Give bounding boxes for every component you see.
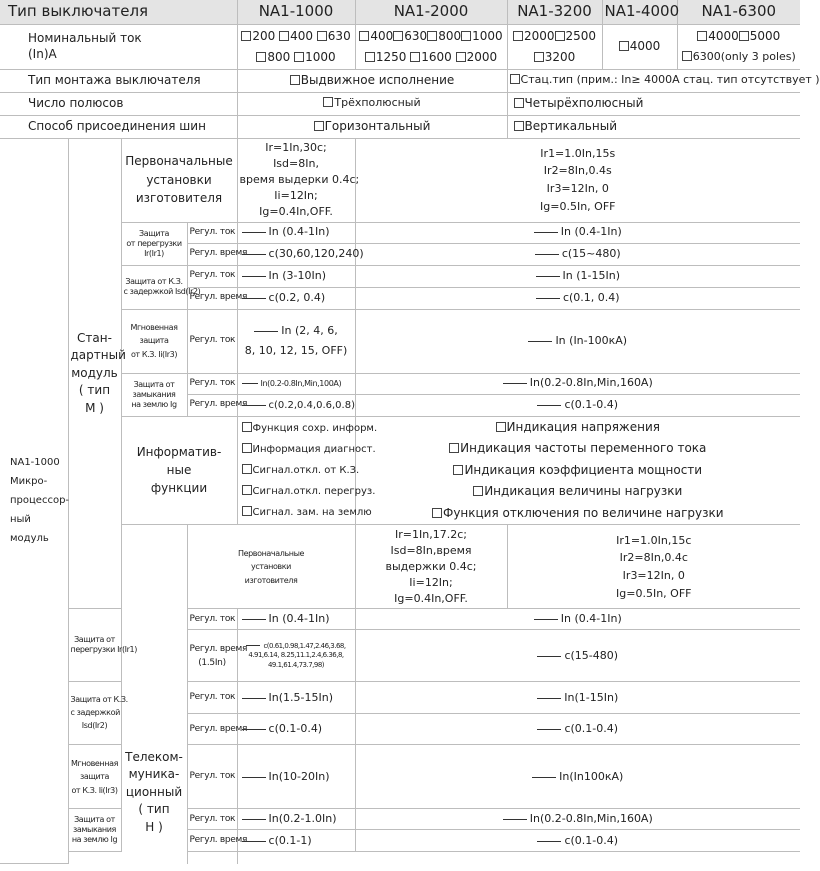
value-line: Ir=1In,17.2c;: [395, 528, 467, 542]
header-model-na1-3200: NA1-3200: [507, 0, 602, 24]
fill-blank[interactable]: [536, 276, 560, 277]
label-line: с задержкой: [70, 708, 120, 718]
checkbox[interactable]: [294, 52, 304, 62]
option-400: 400: [370, 28, 394, 43]
option-label: Индикация величины нагрузки: [484, 484, 683, 499]
module-label-line: M ): [85, 400, 104, 415]
fill-blank[interactable]: [242, 254, 266, 255]
label-line: от К.З. Ii(Ir3): [130, 349, 178, 359]
busbar-horizontal-label: Горизонтальный: [324, 118, 431, 133]
value-text: с(0.1-0.4): [564, 722, 619, 736]
checkbox[interactable]: [697, 31, 707, 41]
busbar-label: Способ присоединения шин: [0, 115, 237, 138]
module-label-line: ционный: [125, 784, 183, 799]
value-text: In(0.2-1.0In): [268, 812, 337, 826]
std-sc-delay-label: [121, 265, 201, 309]
value-text: с(15~480): [561, 246, 621, 260]
fill-blank[interactable]: [537, 698, 561, 699]
label-line: Isd(Ir2): [81, 720, 108, 730]
poles-label: Число полюсов: [0, 92, 237, 115]
reg-current-label: Регул. ток: [187, 809, 237, 830]
value-line: Ii=12In;: [409, 575, 453, 589]
tel-sc-delay-time-other: [355, 714, 800, 745]
std-sc-delay-time-na1-1000: [237, 287, 355, 309]
table-tail-cell: [237, 852, 677, 864]
checkbox[interactable]: [242, 485, 252, 495]
label-line: перегрузки Ir(Ir1): [70, 645, 137, 655]
side-label-line: процессор-: [10, 495, 70, 507]
checkbox[interactable]: [256, 52, 266, 62]
side-label-line: ный: [10, 514, 31, 526]
value-line: время выдерки 0.4с;: [239, 173, 360, 187]
rated-current-na1-3200: [507, 24, 602, 69]
value-text: 49.1,61.4,73.7,98): [267, 660, 325, 669]
fill-blank[interactable]: [242, 729, 266, 730]
label-line: Защита от К.З.: [125, 277, 183, 286]
value-text: In(0.2-0.8In,Min,160A): [529, 376, 653, 390]
fill-blank[interactable]: [242, 405, 266, 406]
std-overload-current-na1-1000: [237, 222, 355, 243]
std-overload-label: [121, 222, 187, 265]
module-label-line: модуль: [71, 365, 118, 380]
fill-blank[interactable]: [536, 298, 560, 299]
label-line: Мгновенная: [130, 322, 178, 332]
std-sc-delay-time-other: [355, 287, 800, 309]
reg-current-label: Регул. ток: [187, 373, 237, 394]
label-line: (1.5In): [198, 657, 226, 668]
fill-blank[interactable]: [242, 777, 266, 778]
label-line: защита: [139, 336, 169, 346]
reg-current-label: Регул. ток: [187, 682, 237, 714]
reg-time-label: Регул. время: [187, 394, 237, 416]
option-label: Сигнал.откл. перегруз.: [252, 485, 376, 497]
std-ground-time-other: [355, 394, 800, 416]
value-text: с(0.2, 0.4): [268, 290, 326, 304]
label-line: Ir(Ir1): [144, 248, 164, 258]
option-6300: 6300(only 3 poles): [692, 50, 796, 64]
checkbox[interactable]: [290, 75, 300, 85]
value-line: Ig=0.4In,OFF.: [394, 591, 468, 605]
value-text: In(10-20In): [268, 769, 330, 783]
telecom-module-label: [121, 525, 187, 864]
tel-factory-label: [187, 525, 355, 609]
header-model-na1-6300: NA1-6300: [677, 0, 800, 24]
std-overload-current-other: [355, 222, 800, 243]
tel-factory-other: [507, 525, 800, 609]
fill-blank[interactable]: [537, 841, 561, 842]
checkbox[interactable]: [449, 443, 459, 453]
fill-blank[interactable]: [537, 405, 561, 406]
rated-current-label-line2: (In)A: [28, 46, 57, 61]
microprocessor-module-label: [0, 138, 68, 864]
value-text: In (0.4-1In): [560, 612, 622, 626]
std-instant-other: [355, 309, 800, 373]
std-ground-time-na1-1000: [237, 394, 355, 416]
fill-blank[interactable]: [537, 729, 561, 730]
rated-current-na1-2000: [355, 24, 507, 69]
checkbox[interactable]: [513, 31, 523, 41]
label-line: Информатив-: [136, 445, 222, 460]
value-text: с(0.1-1): [268, 833, 312, 847]
checkbox[interactable]: [323, 97, 333, 107]
label-line: Защита от К.З.: [70, 695, 128, 705]
std-info-label: [121, 416, 237, 525]
option-630: 630: [327, 28, 351, 43]
side-label-line: модуль: [10, 533, 49, 545]
header-model-na1-4000: NA1-4000: [602, 0, 677, 24]
value-line: Isd=8In,время: [390, 544, 472, 558]
checkbox[interactable]: [739, 31, 749, 41]
std-instant-na1-1000: [237, 309, 355, 373]
fill-blank[interactable]: [503, 383, 527, 384]
fill-blank[interactable]: [537, 656, 561, 657]
checkbox[interactable]: [619, 41, 629, 51]
std-info-na1-1000: [237, 416, 378, 525]
option-label: Сигнал. зам. на землю: [252, 506, 372, 518]
label-line: Защита: [139, 228, 169, 238]
checkbox[interactable]: [242, 443, 252, 453]
checkbox[interactable]: [473, 486, 483, 496]
reg-current-label: Регул. ток: [187, 222, 237, 243]
option-2000: 2000: [466, 49, 498, 64]
rated-current-na1-4000: [602, 24, 677, 69]
side-label-line: Микро-: [10, 476, 48, 488]
rated-current-label-line1: Номинальный ток: [28, 30, 142, 45]
option-2000: 2000: [523, 28, 555, 43]
value-text: In(1.5-15In): [268, 690, 333, 704]
std-info-other: [355, 416, 800, 525]
value-line: Ii=12In;: [274, 188, 318, 202]
value-text: In (0.4-1In): [268, 225, 330, 239]
std-ground-current-na1-1000: [237, 373, 355, 394]
value-text: In (In-100кА): [555, 333, 628, 347]
checkbox[interactable]: [682, 51, 692, 61]
option-label: Сигнал.откл. от К.З.: [252, 464, 360, 476]
option-200: 200: [252, 28, 276, 43]
option-label: Индикация коэффициента мощности: [464, 462, 703, 477]
value-line: Ir3=12In, 0: [622, 568, 685, 582]
value-line: Ig=0.5In, OFF: [540, 199, 616, 213]
checkbox[interactable]: [461, 31, 471, 41]
checkbox[interactable]: [393, 31, 403, 41]
value-line: выдержки 0.4с;: [385, 560, 477, 573]
tel-factory-na1-1000: [355, 525, 507, 609]
std-sc-delay-current-na1-1000: [237, 265, 355, 287]
option-2500: 2500: [565, 28, 597, 43]
poles-three: [237, 92, 507, 115]
std-ground-label: [121, 373, 187, 416]
fill-blank[interactable]: [242, 232, 266, 233]
table-tail-cell: [187, 852, 237, 864]
value-text: In (1-15In): [562, 268, 620, 282]
rated-current-na1-1000: [237, 24, 355, 69]
header-model-na1-1000: NA1-1000: [237, 0, 355, 24]
fill-blank[interactable]: [242, 698, 266, 699]
fill-blank[interactable]: [254, 331, 278, 332]
checkbox[interactable]: [510, 74, 520, 84]
rated-current-label: [0, 24, 237, 69]
tel-instant-other: [355, 745, 800, 809]
label-line: изготовителя: [244, 575, 298, 585]
tel-ground-time-other: [355, 830, 800, 852]
std-factory-na1-1000: [237, 138, 360, 222]
option-3200: 3200: [544, 49, 576, 64]
label-line: установки: [251, 562, 291, 572]
checkbox[interactable]: [242, 464, 252, 474]
checkbox[interactable]: [314, 121, 324, 131]
checkbox[interactable]: [453, 465, 463, 475]
value-text: 4.91,6.14, 8.25,11.1,2.4,6.36,8,: [248, 651, 344, 660]
option-label: Информация диагност.: [252, 443, 376, 455]
tel-sc-delay-current-other: [355, 682, 800, 714]
fill-blank[interactable]: [242, 841, 266, 842]
option-800: 800: [438, 28, 462, 43]
reg-current-label: Регул. ток: [187, 609, 237, 630]
tel-instant-label: [68, 745, 121, 809]
option-1000: 1000: [472, 28, 503, 43]
option-630: 630: [404, 28, 428, 43]
value-line: Ir1=1.0In,15c: [616, 533, 692, 547]
reg-current-label: Регул. ток: [187, 745, 237, 809]
module-label-line: дартный: [70, 348, 126, 363]
option-label: Функция сохр. информ.: [252, 422, 378, 434]
std-overload-time-na1-1000: [237, 243, 364, 265]
value-line: Ir1=1.0In,15s: [540, 146, 616, 160]
reg-time-label: Регул. время: [187, 287, 237, 309]
tel-sc-delay-label: [68, 682, 128, 745]
reg-time-label: Регул. время: [187, 243, 237, 265]
label-line: на землю Ig: [131, 399, 177, 409]
label-line: ные: [166, 463, 192, 478]
std-sc-delay-current-other: [355, 265, 800, 287]
value-line: Ir2=8In,0.4s: [543, 164, 612, 178]
checkbox[interactable]: [279, 31, 289, 41]
checkbox[interactable]: [514, 98, 524, 108]
option-400: 400: [290, 28, 313, 43]
std-ground-current-other: [355, 373, 800, 394]
value-text: с(30,60,120,240): [268, 246, 364, 260]
tel-overload-current-other: [355, 609, 800, 630]
checkbox[interactable]: [456, 52, 466, 62]
option-label: Индикация напряжения: [506, 419, 660, 434]
checkbox[interactable]: [365, 52, 375, 62]
header-model-na1-2000: NA1-2000: [355, 0, 507, 24]
module-label-line: ( тип: [138, 802, 170, 817]
checkbox[interactable]: [496, 422, 506, 432]
value-text: с(0.1-0.4): [564, 833, 619, 847]
value-text: In (0.4-1In): [268, 612, 330, 626]
fill-blank[interactable]: [503, 819, 527, 820]
value-text: с(15-480): [564, 648, 619, 662]
checkbox[interactable]: [514, 121, 524, 131]
poles-three-label: Трёхполюсный: [334, 96, 421, 110]
tel-instant-na1-1000: [237, 745, 355, 809]
option-label: Индикация частоты переменного тока: [460, 441, 707, 456]
value-line: Ir3=12In, 0: [546, 182, 609, 195]
tel-ground-current-na1-1000: [237, 809, 355, 830]
label-line: от К.З. Ii(Ir3): [71, 785, 118, 795]
value-line: Isd=8In,: [273, 157, 319, 171]
mounting-fixed-label: Стац.тип (прим.: In≥ 4000A стац. тип отсутствует ): [520, 73, 820, 87]
label-line: установки: [146, 172, 212, 187]
std-instant-label: [121, 309, 187, 373]
mounting-fixed: [507, 69, 820, 92]
label-line: с задержкой Isd(Ir2): [123, 287, 201, 296]
label-line: функции: [150, 481, 208, 496]
label-line: защита: [79, 772, 110, 782]
fill-blank[interactable]: [242, 383, 258, 384]
label-line: замыкания: [73, 825, 116, 835]
label-line: на землю Ig: [71, 835, 118, 845]
label-line: замыкания: [132, 389, 176, 399]
tel-sc-delay-current-na1-1000: [237, 682, 355, 714]
std-factory-other: [355, 138, 800, 222]
value-text: In(In100кА): [559, 769, 624, 783]
value-line: Ir2=8In,0.4c: [619, 551, 688, 565]
checkbox[interactable]: [241, 31, 251, 41]
fill-blank[interactable]: [246, 645, 260, 646]
standard-module-label: [68, 138, 126, 609]
option-label: Функция отключения по величине нагрузки: [442, 505, 724, 520]
value-text: In (0.4-1In): [560, 225, 622, 239]
tel-ground-label: [68, 809, 121, 852]
tel-overload-time-na1-1000: [237, 630, 355, 682]
fill-blank[interactable]: [534, 232, 558, 233]
value-text: с(0.2,0.4,0.6,0.8): [268, 399, 355, 411]
busbar-horizontal: [237, 115, 507, 138]
label-line: Защита от: [74, 635, 115, 645]
module-label-line: H ): [145, 819, 163, 834]
option-5000: 5000: [749, 29, 781, 44]
checkbox[interactable]: [242, 422, 252, 432]
checkbox[interactable]: [555, 31, 565, 41]
label-line: Регул. время: [189, 643, 248, 654]
label-line: от перегрузки: [126, 238, 182, 248]
module-label-line: Телеком-: [125, 750, 183, 765]
poles-four-label: Четырёхполюсный: [524, 95, 644, 110]
checkbox[interactable]: [317, 31, 327, 41]
reg-time-label: Регул. время: [187, 830, 237, 852]
mounting-draw-out: [237, 69, 507, 92]
module-label-line: муника-: [128, 767, 180, 782]
tel-ground-time-na1-1000: [237, 830, 355, 852]
value-text: 8, 10, 12, 15, OFF): [244, 344, 348, 357]
label-line: Защита от: [74, 815, 115, 825]
reg-time-label: [187, 630, 248, 682]
value-text: In (3-10In): [268, 268, 326, 282]
label-line: Мгновенная: [70, 758, 119, 768]
value-line: Ig=0.5In, OFF: [616, 586, 692, 600]
module-label-line: ( тип: [78, 383, 111, 398]
fill-blank[interactable]: [242, 298, 266, 299]
label-line: изготовителя: [135, 191, 223, 206]
tel-ground-current-other: [355, 809, 800, 830]
busbar-vertical-label: Вертикальный: [524, 118, 617, 133]
option-1000: 1000: [305, 49, 336, 64]
reg-time-label: Регул. время: [187, 714, 237, 745]
option-1600: 1600: [421, 49, 452, 64]
fill-blank[interactable]: [532, 777, 556, 778]
table-tail-cell: [68, 852, 187, 864]
value-line: Ig=0.4In,OFF.: [259, 204, 333, 218]
fill-blank[interactable]: [242, 619, 266, 620]
checkbox[interactable]: [432, 508, 442, 518]
value-text: с(0.1-0.4): [268, 722, 323, 736]
value-line: Ir=1In,30c;: [265, 141, 327, 155]
option-4000: 4000: [629, 38, 661, 53]
label-line: Первоначальные: [237, 548, 305, 558]
value-text: с(0.1, 0.4): [562, 290, 620, 304]
poles-four: [507, 92, 800, 115]
tel-overload-time-other: [355, 630, 800, 682]
value-text: с(0.1-0.4): [564, 397, 619, 411]
reg-current-label: Регул. ток: [187, 265, 237, 287]
option-1250: 1250: [375, 49, 407, 64]
busbar-vertical: [507, 115, 800, 138]
value-text: In(0.2-0.8In,Min,100A): [260, 378, 342, 388]
checkbox[interactable]: [242, 506, 252, 516]
header-type-label: Тип выключателя: [0, 0, 237, 24]
checkbox[interactable]: [410, 52, 420, 62]
value-text: In (2, 4, 6,: [281, 324, 338, 338]
tel-overload-label: [68, 609, 137, 682]
std-overload-time-other: [355, 243, 800, 265]
fill-blank[interactable]: [535, 254, 559, 255]
rated-current-na1-6300: [677, 24, 800, 69]
side-label-line: NA1-1000: [10, 457, 60, 469]
checkbox[interactable]: [427, 31, 437, 41]
tel-sc-delay-time-na1-1000: [237, 714, 355, 745]
value-text: с(0.61,0.98,1.47,2.46,3.68,: [263, 642, 346, 651]
mounting-label: Тип монтажа выключателя: [0, 69, 237, 92]
fill-blank[interactable]: [242, 819, 266, 820]
fill-blank[interactable]: [534, 619, 558, 620]
label-line: Защита от: [133, 379, 175, 389]
option-4000: 4000: [708, 29, 739, 44]
value-text: In(0.2-0.8In,Min,160A): [529, 812, 653, 826]
std-factory-label: [121, 138, 237, 222]
tel-overload-current-na1-1000: [237, 609, 355, 630]
reg-current-label: Регул. ток: [187, 309, 237, 373]
checkbox[interactable]: [359, 31, 369, 41]
label-line: Первоначальные: [125, 154, 233, 169]
mounting-draw-out-label: Выдвижное исполнение: [300, 72, 455, 87]
option-800: 800: [267, 49, 291, 64]
checkbox[interactable]: [534, 52, 544, 62]
fill-blank[interactable]: [242, 276, 266, 277]
fill-blank[interactable]: [528, 341, 552, 342]
value-text: In(1-15In): [564, 690, 619, 704]
module-label-line: Стан-: [77, 331, 112, 345]
